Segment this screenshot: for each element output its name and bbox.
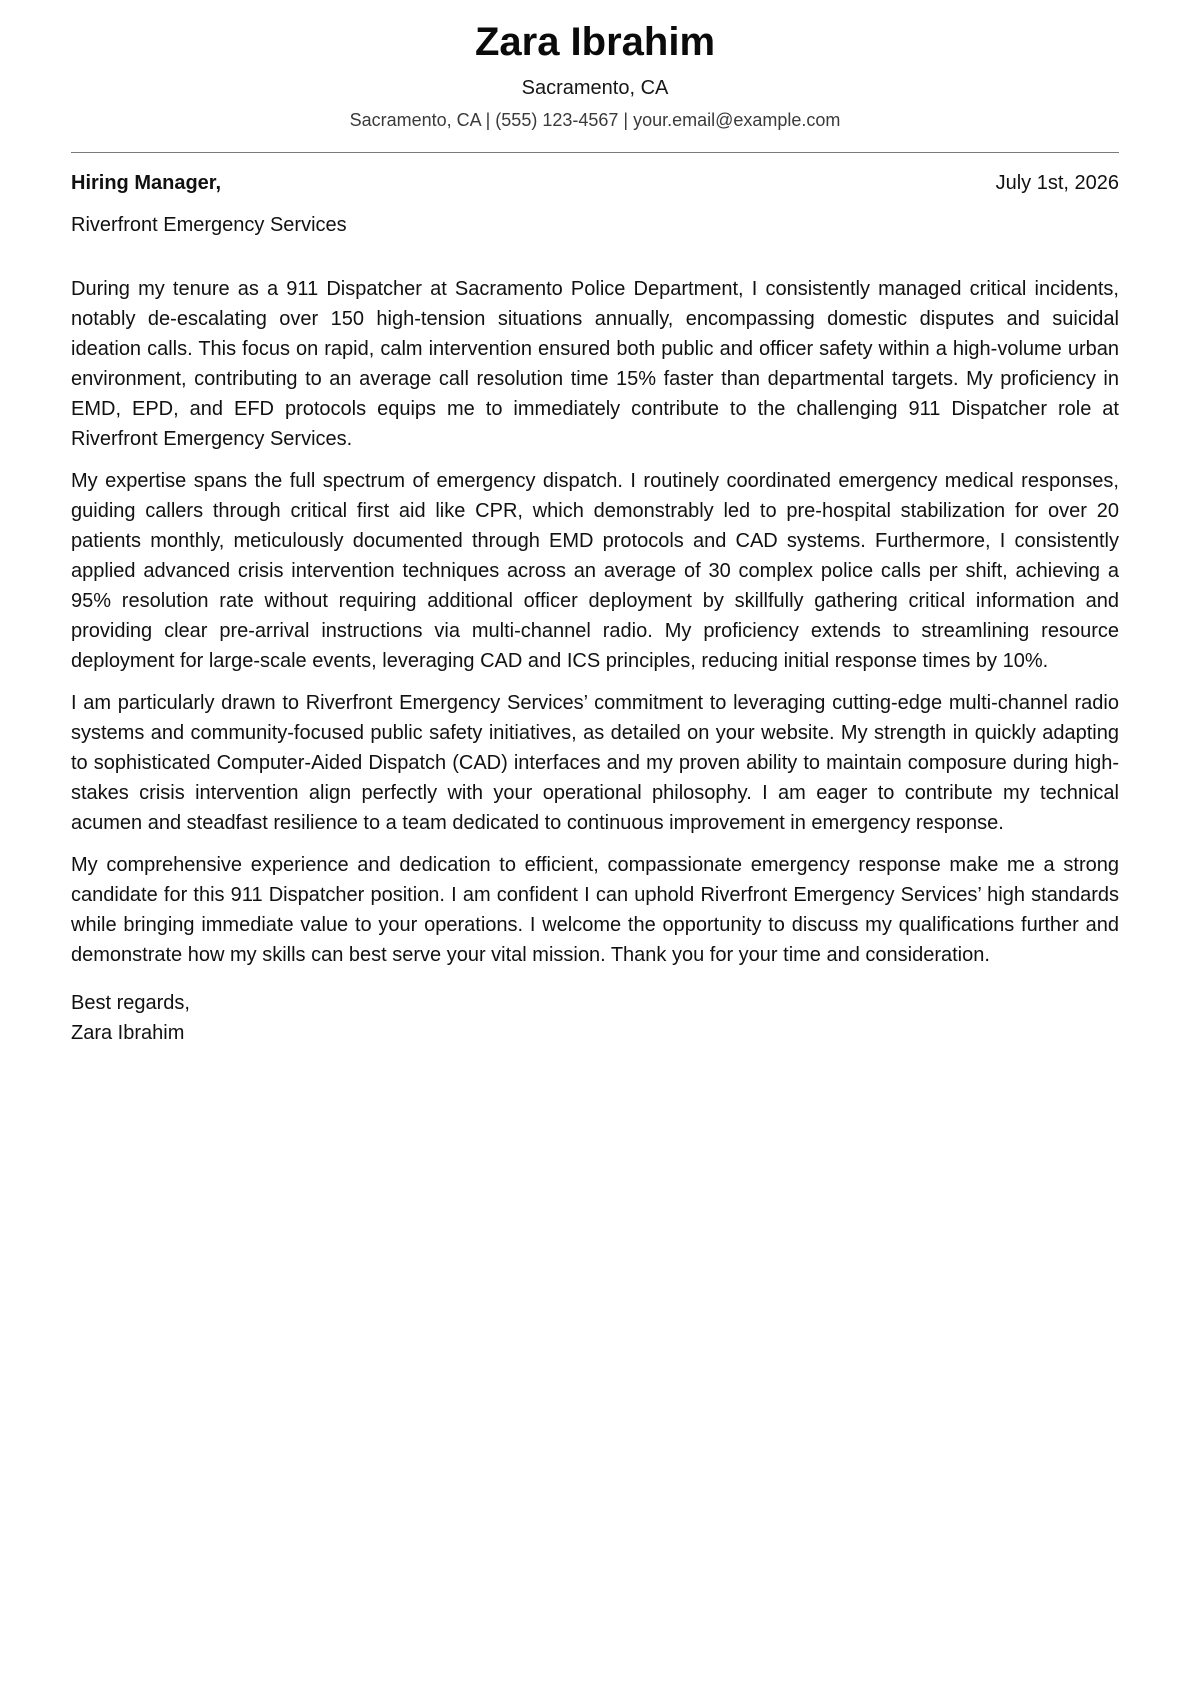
recipient-company: Riverfront Emergency Services	[71, 214, 347, 236]
letter-date: July 1st, 2026	[995, 172, 1119, 194]
letter-header	[71, 0, 1119, 133]
recipient-salutation: Hiring Manager,	[71, 172, 222, 194]
body-paragraph-2: My expertise spans the full spectrum of emergency dispatch. I routinely coordinated emergency medical responses, guiding callers through critical first aid like CPR, which demonstrably led to pre-hospital stabilization for over 20 patients monthly, meticulously documented through EMD protocols and CAD systems. Furthermore, I consistently applied advanced crisis intervention techniques across an average of 30 complex police calls per shift, achieving a 95% resolution rate without requiring additional officer deployment by skillfully gathering critical information and providing clear pre-arrival instructions via multi-channel radio. My proficiency extends to streamlining resource deployment for large-scale events, leveraging CAD and ICS principles, reducing initial response times by 10%.	[71, 470, 1119, 672]
sender-name: Zara Ibrahim	[474, 20, 716, 64]
recipient-date-row	[71, 169, 1119, 197]
body-paragraph-1: During my tenure as a 911 Dispatcher at Sacramento Police Department, I consistently managed critical incidents, notably de-escalating over 150 high-tension situations annually, encompassing domestic disputes and suicidal ideation calls. This focus on rapid, calm intervention ensured both public and officer safety within a high-volume urban environment, contributing to an average call resolution time 15% faster than departmental targets. My proficiency in EMD, EPD, and EFD protocols equips me to immediately contribute to the challenging 911 Dispatcher role at Riverfront Emergency Services.	[71, 278, 1119, 450]
body-paragraph-3: I am particularly drawn to Riverfront Emergency Services’ commitment to leveraging cutting-edge multi-channel radio systems and community-focused public safety initiatives, as detailed on your website. My strength in quickly adapting to sophisticated Computer-Aided Dispatch (CAD) interfaces and my proven ability to maintain composure during high-stakes crisis intervention align perfectly with your operational philosophy. I am eager to contribute my technical acumen and steadfast resilience to a team dedicated to continuous improvement in emergency response.	[71, 692, 1119, 834]
closing-phrase: Best regards,	[71, 992, 190, 1014]
signature-name: Zara Ibrahim	[71, 1022, 185, 1044]
header-divider	[71, 152, 1119, 153]
sender-location: Sacramento, CA	[521, 77, 669, 99]
letter-closing	[71, 988, 1119, 1048]
body-paragraph-4: My comprehensive experience and dedication to efficient, compassionate emergency response make me a strong candidate for this 911 Dispatcher position. I am confident I can uphold Riverfront Emergency Services’ high standards while bringing immediate value to your operations. I welcome the opportunity to discuss my qualifications further and demonstrate how my skills can best serve your vital mission. Thank you for your time and consideration.	[71, 854, 1119, 966]
letter-body	[71, 274, 1119, 970]
sender-contact-line: Sacramento, CA | (555) 123-4567 | your.email@example.com	[349, 110, 841, 130]
